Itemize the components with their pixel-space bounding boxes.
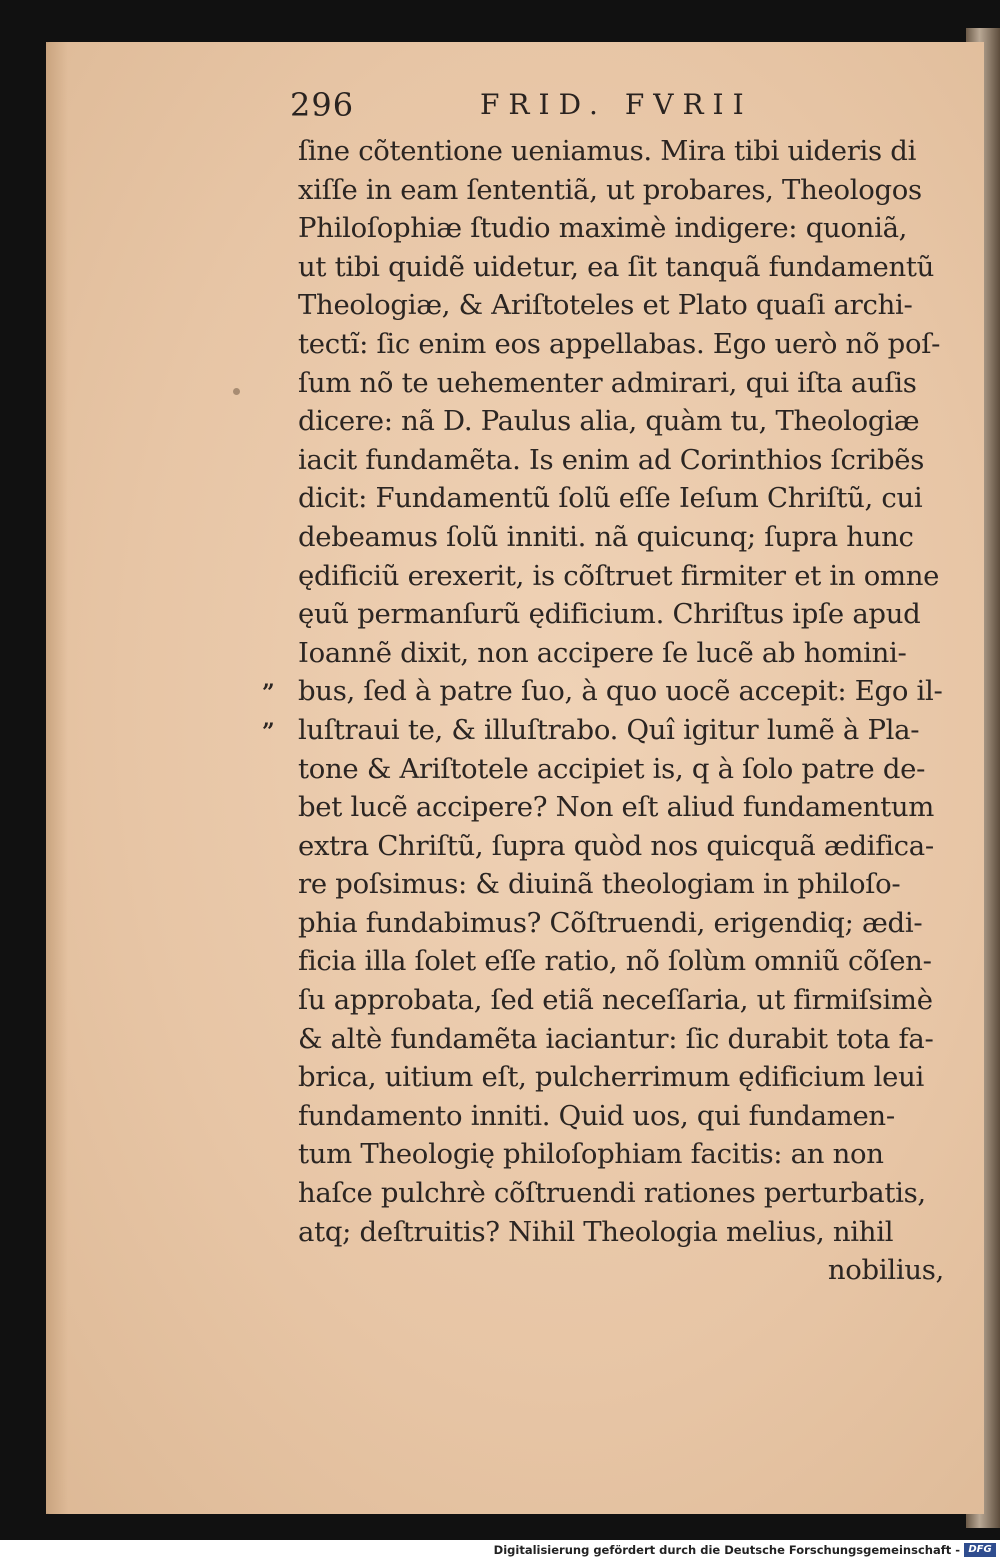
text-line: ſine cõtentione ueniamus. Mira tibi uideris di [298, 135, 917, 167]
running-title: FRID. FVRII [480, 88, 753, 121]
text-line: atq; deſtruitis? Nihil Theologia melius, nihil [298, 1215, 894, 1248]
text-line: bus, ſed à patre ſuo, à quo uocẽ accepit: Ego il- [298, 675, 943, 708]
text-line: iacit fundamẽta. Is enim ad Corinthios ſcribẽs [298, 443, 925, 476]
text-line: tone & Ariſtotele accipiet is, q à ſolo patre de- [298, 752, 926, 785]
text-line: re poſsimus: & diuinã theologiam in philoſo- [298, 868, 901, 901]
text-line: Ioannẽ dixit, non accipere ſe lucẽ ab homini- [298, 636, 907, 669]
text-line: ficia illa ſolet eſſe ratio, nõ ſolùm omniũ cõſen- [298, 945, 932, 978]
footer-bar [0, 1540, 1000, 1560]
text-line: ſum nõ te uehementer admirari, qui iſta auſis [298, 366, 917, 399]
text-line: phia fundabimus? Cõſtruendi, erigendiq; ædi- [298, 906, 923, 939]
text-line: ut tibi quidẽ uidetur, ea ſit tanquã fundamentũ [298, 250, 935, 283]
text-line: ęuũ permanſurũ ędificium. Chriſtus ipſe apud [298, 598, 921, 631]
catchword: nobilius, [827, 1254, 944, 1287]
text-line: xiſſe in eam ſententiã, ut probares, Theologos [298, 173, 922, 206]
text-line: haſce pulchrè cõſtruendi rationes perturbatis, [298, 1177, 926, 1210]
page-number: 296 [290, 86, 355, 124]
page-edge-left [46, 42, 68, 1514]
margin-quote-mark: ” [262, 680, 275, 706]
text-line: debeamus ſolũ inniti. nã quicunq; ſupra hunc [298, 520, 914, 553]
text-line: ſu approbata, ſed etiã neceſſaria, ut firmiſsimè [298, 984, 933, 1017]
ink-spot [233, 388, 240, 395]
body-text [298, 132, 958, 1290]
text-line: extra Chriſtũ, ſupra quòd nos quicquã ædifica- [298, 829, 934, 862]
text-line: dicere: nã D. Paulus alia, quàm tu, Theologiæ [298, 405, 920, 438]
text-line: Theologiæ, & Ariſtoteles et Plato quaſi archi- [298, 289, 913, 322]
text-line: dicit: Fundamentũ ſolũ eſſe Ieſum Chriſtũ, cui [298, 482, 923, 515]
text-line: bet lucẽ accipere? Non eſt aliud fundamentum [298, 791, 935, 824]
text-line: tum Theologię philoſophiam facitis: an non [298, 1138, 884, 1171]
text-line: brica, uitium eſt, pulcherrimum ędificium leui [298, 1061, 925, 1094]
text-line: fundamento inniti. Quid uos, qui fundamen- [298, 1099, 895, 1132]
text-line: luſtraui te, & illuſtrabo. Quî igitur lumẽ à Pla- [298, 713, 920, 746]
running-head [290, 86, 950, 126]
text-line: tectĩ: ſic enim eos appellabas. Ego uerò nõ poſ- [298, 327, 941, 360]
text-line: & altè fundamẽta iaciantur: ſic durabit tota fa- [298, 1022, 934, 1055]
margin-quote-mark: ” [262, 719, 275, 745]
dfg-logo-icon: DFG [964, 1543, 996, 1557]
funding-credit: Digitalisierung gefördert durch die Deutsche Forschungsgemeinschaft - [493, 1543, 960, 1557]
text-line: ędificiũ erexerit, is cõſtruet firmiter et in omne [298, 559, 940, 592]
text-line: Philoſophiæ ſtudio maximè indigere: quoniã, [298, 212, 908, 245]
